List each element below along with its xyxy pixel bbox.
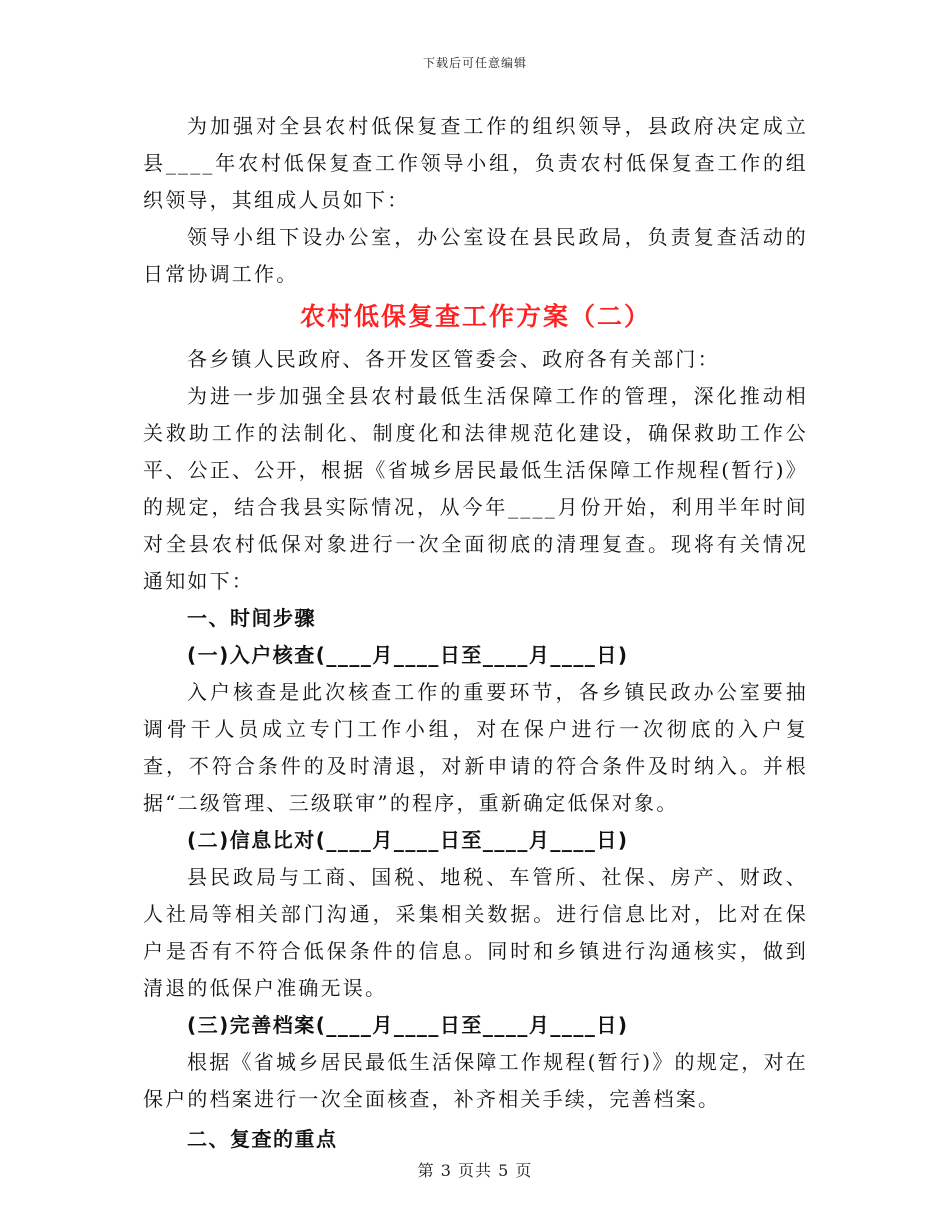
section-heading-review-focus: 二、复查的重点 — [187, 1127, 338, 1151]
paragraph-office: 领导小组下设办公室，办公室设在县民政局，负责复查活动的日常协调工作。 — [143, 225, 808, 286]
paragraph-leadership-group: 为加强对全县农村低保复查工作的组织领导，县政府决定成立县____年农村低保复查工作领导小组，负责农村低保复查工作的组织领导，其组成人员如下： — [143, 114, 808, 212]
paragraph-archives: 根据《省城乡居民最低生活保障工作规程(暂行)》的规定，对在保户的档案进行一次全面核查，补齐相关手续，完善档案。 — [143, 1050, 808, 1111]
paragraph-info-compare: 县民政局与工商、国税、地税、车管所、社保、房产、财政、人社局等相关部门沟通，采集相关数据。进行信息比对，比对在保户是否有不符合低保条件的信息。同时和乡镇进行沟通核实，做到清退的低保户准确无误。 — [143, 865, 808, 1000]
section-heading-timeline: 一、时间步骤 — [187, 606, 316, 630]
paragraph-intro: 为进一步加强全县农村最低生活保障工作的管理，深化推动相关救助工作的法制化、制度化和法律规范化建设，确保救助工作公平、公正、公开，根据《省城乡居民最低生活保障工作规程(暂行)》的规定，结合我县实际情况，从今年____月份开始，利用半年时间对全县农村低保对象进行一次全面彻底的清理复查。现将有关情况通知如下： — [143, 384, 808, 593]
page-footer: 第 3 页共 5 页 — [417, 1161, 533, 1180]
paragraph-household-check: 入户核查是此次核查工作的重要环节，各乡镇民政办公室要抽调骨干人员成立专门工作小组，对在保户进行一次彻底的入户复查，不符合条件的及时清退，对新申请的符合条件及时纳入。并根据“二级管理、三级联审”的程序，重新确定低保对象。 — [143, 680, 808, 815]
document-title: 农村低保复查工作方案（二） — [299, 302, 651, 331]
document-body — [143, 108, 808, 1158]
page-header: 下载后可任意编辑 — [422, 56, 527, 70]
subheading-household-check: (一)入户核查(____月____日至____月____日) — [187, 643, 629, 667]
subheading-info-compare: (二)信息比对(____月____日至____月____日) — [187, 828, 629, 852]
subheading-archives: (三)完善档案(____月____日至____月____日) — [187, 1013, 629, 1037]
paragraph-addressee: 各乡镇人民政府、各开发区管委会、政府各有关部门： — [187, 347, 720, 371]
